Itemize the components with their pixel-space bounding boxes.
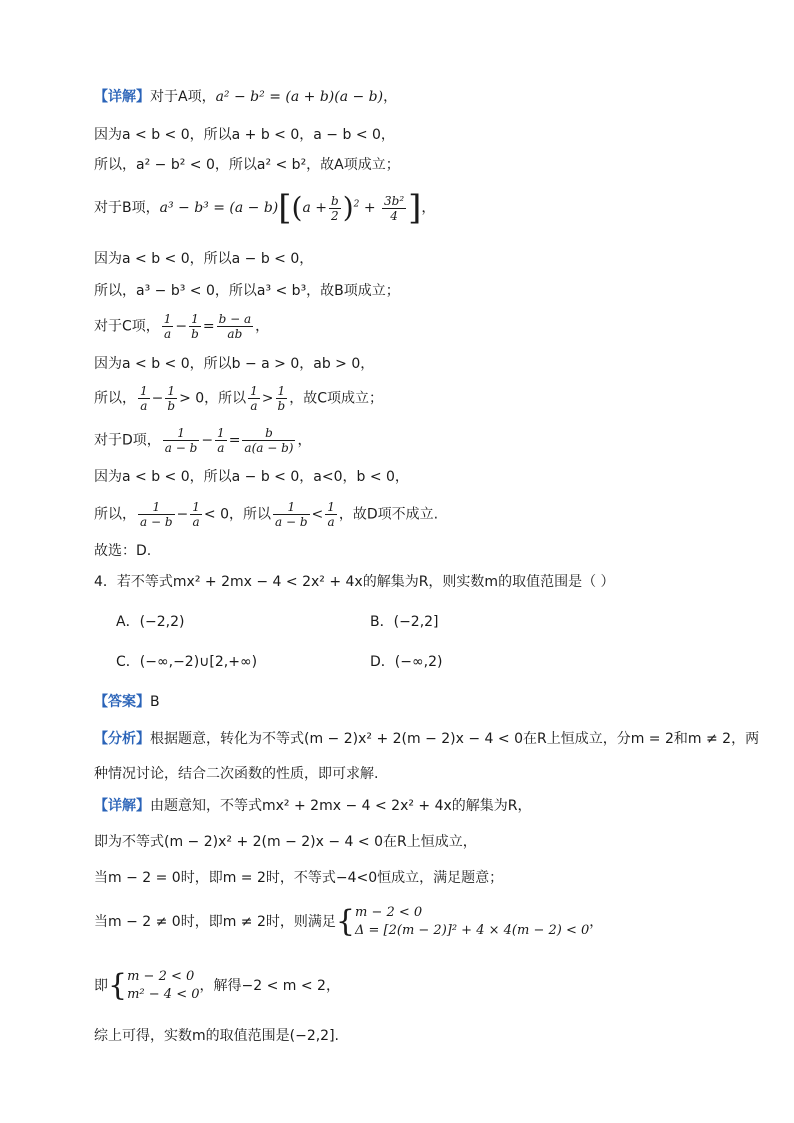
answer-tag: 【答案】: [94, 694, 150, 710]
detail2-line-2: 即为不等式(m − 2)x² + 2(m − 2)x − 4 < 0在R上恒成立，: [94, 834, 477, 850]
inequality-system-1: m − 2 < 0 Δ = [2(m − 2)]² + 4 × 4(m − 2) < 0: [354, 905, 590, 938]
detail-line-d: 对于D项， $\frac{1}{a - b}$ − $\frac{1}{a}$ = $\frac{b}{a(a - b)}$ ，: [94, 426, 312, 455]
detail-tag: 【详解】: [94, 89, 150, 105]
option-a: A．(−2,2): [116, 614, 185, 630]
detail-line-a-conclusion: 所以，a² − b² < 0，所以a² < b²，故A项成立；: [94, 157, 400, 173]
option-b: B．(−2,2]: [370, 614, 439, 630]
option-c: C．(−∞,−2)∪[2,+∞): [116, 654, 258, 670]
analysis-line-2: 种情况讨论，结合二次函数的性质，即可求解.: [94, 766, 379, 782]
detail-line-c-reason: 因为a < b < 0，所以b − a > 0，ab > 0，: [94, 356, 375, 372]
detail2-line-4: 当m − 2 ≠ 0时，即m ≠ 2时，则满足{ m − 2 < 0 Δ = [2(m − 2)]² + 4 × 4(m − 2) < 0 ，: [94, 904, 604, 939]
fraction-b-over-2: $\frac{b}{2}$: [331, 193, 339, 223]
detail-line-d-conclusion: 所以， $\frac{1}{a - b}$ − $\frac{1}{a}$ < 0，所以 $\frac{1}{a - b}$ < $\frac{1}{a}$ ，故D项不成立.: [94, 500, 439, 529]
detail2-line-1: 【详解】由题意知，不等式mx² + 2mx − 4 < 2x² + 4x的解集为R，: [94, 798, 532, 814]
option-d: D．(−∞,2): [370, 654, 443, 670]
question-4-stem: 4．若不等式mx² + 2mx − 4 < 2x² + 4x的解集为R，则实数m的取值范围是（ ）: [94, 574, 615, 590]
fraction-3b2-over-4: $\frac{\text{3b²}}{4}$: [384, 193, 405, 223]
detail-line-b-reason: 因为a < b < 0，所以a − b < 0，: [94, 251, 314, 267]
answer-line: [94, 692, 160, 712]
detail-line-d-reason: 因为a < b < 0，所以a − b < 0，a<0，b < 0，: [94, 469, 409, 485]
inequality-system-2: m − 2 < 0 m² − 4 < 0: [127, 969, 200, 1002]
detail-line-c: 对于C项， $\frac{1}{a}$ − $\frac{1}{b}$ = $\frac{b - a}{ab}$ ，: [94, 312, 270, 341]
detail2-line-5: 即{ m − 2 < 0 m² − 4 < 0 ，解得−2 < m < 2，: [94, 968, 340, 1003]
analysis-line-1: 【分析】根据题意，转化为不等式(m − 2)x² + 2(m − 2)x − 4 < 0在R上恒成立，分m = 2和m ≠ 2，两: [94, 731, 760, 747]
analysis-tag: 【分析】: [94, 731, 150, 747]
detail2-line-3: 当m − 2 = 0时，即m = 2时，不等式−4<0恒成立，满足题意；: [94, 870, 504, 886]
detail-line-a: 【详解】对于A项，a² − b² = (a + b)(a − b)，: [94, 89, 398, 105]
detail-line-c-conclusion: 所以， $\frac{1}{a}$ − $\frac{1}{b}$ > 0，所以 $\frac{1}{a}$ > $\frac{1}{b}$ ，故C项成立；: [94, 384, 383, 413]
detail-line-b: 对于B项，a³ − b³ = (a − b)[(a + $\frac{b}{2}$ )$^2$ + $\frac{\text{3b²}}{4}$ ]，: [94, 188, 436, 228]
detail2-tag: 【详解】: [94, 798, 150, 814]
answer-value: B: [150, 694, 160, 710]
detail-line-a-reason: 因为a < b < 0，所以a + b < 0，a − b < 0，: [94, 127, 395, 143]
choice-result: 故选：D.: [94, 543, 152, 559]
detail-line-b-conclusion: 所以，a³ − b³ < 0，所以a³ < b³，故B项成立；: [94, 283, 400, 299]
detail2-line-6: 综上可得，实数m的取值范围是(−2,2].: [94, 1028, 340, 1044]
